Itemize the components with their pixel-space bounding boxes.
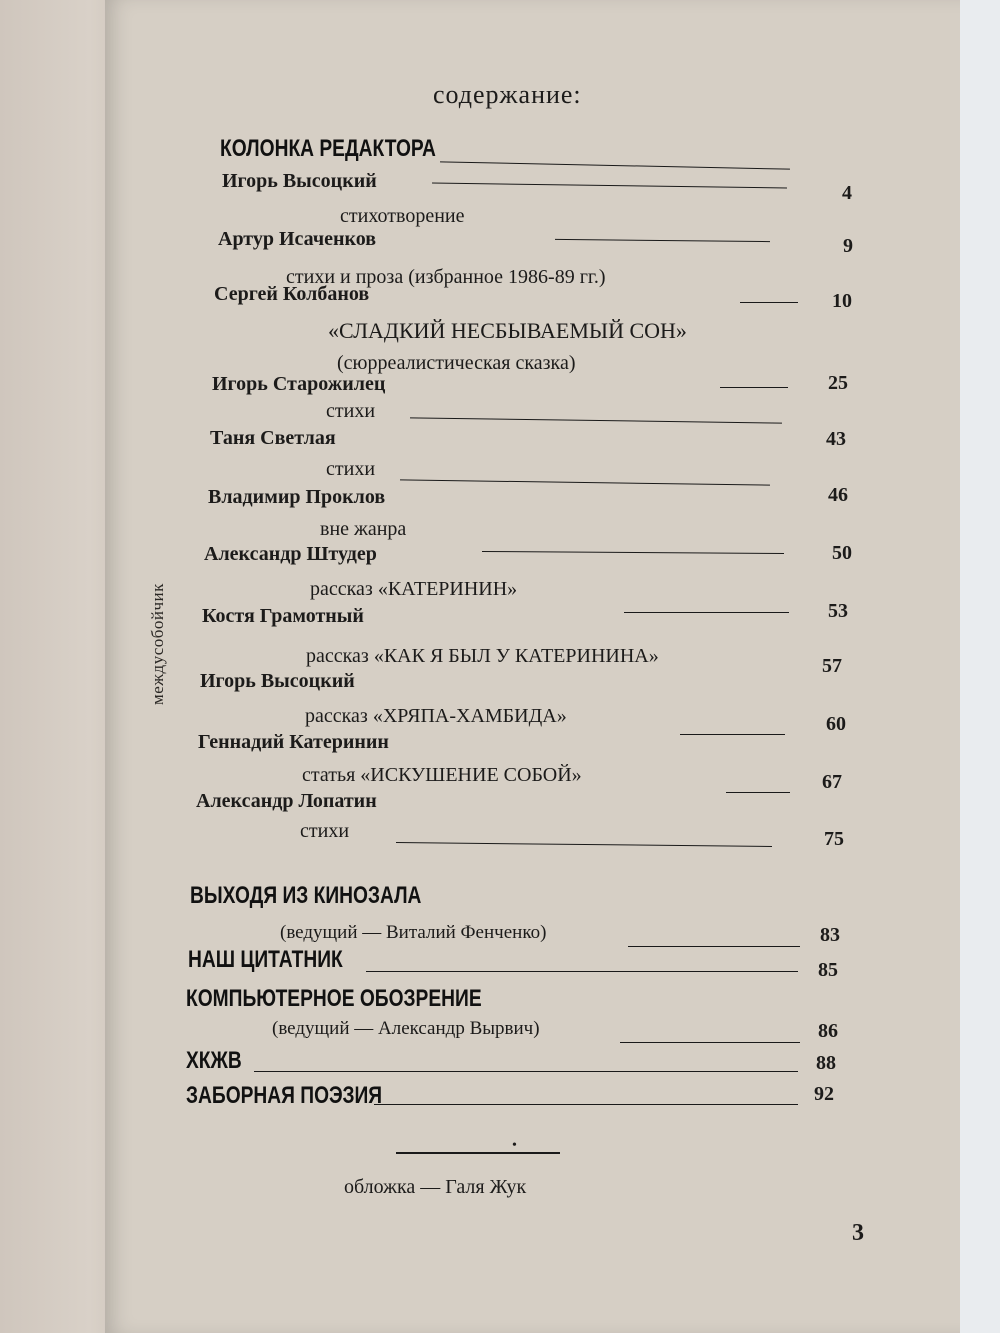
toc-page-number: 67 [822, 771, 842, 793]
toc-page-number: 83 [820, 924, 840, 946]
toc-page-number: 46 [828, 484, 848, 506]
toc-author: Игорь Высоцкий [200, 670, 355, 692]
heading-section: ХКЖВ [186, 1047, 242, 1074]
leader-line [628, 946, 800, 947]
toc-page-number: 75 [824, 828, 844, 850]
toc-page-number: 9 [843, 235, 853, 257]
leader-line [374, 1104, 798, 1105]
heading-section: ВЫХОДЯ ИЗ КИНОЗАЛА [190, 882, 422, 909]
toc-work: рассказ «КАК Я БЫЛ У КАТЕРИНИНА» [306, 645, 659, 667]
leader-line [740, 302, 798, 303]
section-note: (ведущий — Александр Вырвич) [272, 1018, 540, 1039]
toc-author: Игорь Старожилец [212, 373, 386, 395]
page-number: 3 [852, 1220, 864, 1246]
leader-line [680, 734, 785, 735]
spine-text: междусобойчик [148, 583, 167, 705]
toc-page-number: 4 [842, 182, 852, 204]
leader-line [726, 792, 790, 793]
separator-line [396, 1152, 560, 1154]
toc-work: статья «ИСКУШЕНИЕ СОБОЙ» [302, 764, 582, 786]
toc-page-number: 92 [814, 1083, 834, 1105]
toc-page-number: 10 [832, 290, 852, 312]
toc-work: рассказ «КАТЕРИНИН» [310, 578, 518, 600]
toc-page-number: 57 [822, 655, 842, 677]
leader-line [366, 971, 798, 972]
toc-work: стихи и проза (избранное 1986-89 гг.) [286, 266, 606, 288]
heading-editor-column: КОЛОНКА РЕДАКТОРА [220, 135, 436, 162]
toc-author: Артур Исаченков [218, 228, 377, 250]
toc-work: стихи [326, 458, 376, 480]
toc-work: «СЛАДКИЙ НЕСБЫВАЕМЫЙ СОН» [328, 318, 687, 343]
heading-section: ЗАБОРНАЯ ПОЭЗИЯ [186, 1082, 383, 1109]
toc-page-number: 88 [816, 1052, 836, 1074]
toc-author: Александр Лопатин [196, 790, 377, 812]
toc-page-number: 86 [818, 1020, 838, 1042]
toc-page-number: 60 [826, 713, 846, 735]
toc-work: стихотворение [340, 205, 465, 227]
leader-line [254, 1071, 798, 1072]
toc-work: стихи [300, 820, 350, 842]
toc-author: Сергей Колбанов [214, 283, 370, 305]
toc-page-number: 85 [818, 959, 838, 981]
heading-section: КОМПЬЮТЕРНОЕ ОБОЗРЕНИЕ [186, 985, 482, 1012]
toc-page-number: 43 [826, 428, 846, 450]
toc-work: вне жанра [320, 518, 407, 540]
toc-page-number: 25 [828, 372, 848, 394]
section-note: (ведущий — Виталий Фенченко) [280, 922, 547, 943]
toc-work: рассказ «ХРЯПА-ХАМБИДА» [305, 705, 567, 727]
cover-credit: обложка — Галя Жук [344, 1176, 527, 1198]
toc-author: Таня Светлая [210, 427, 336, 449]
leader-line [624, 612, 789, 613]
toc-author: Александр Штудер [204, 543, 377, 565]
leader-line [720, 387, 788, 388]
toc-author: Владимир Проклов [208, 486, 386, 508]
separator-dot: • [512, 1138, 517, 1153]
toc-author: Игорь Высоцкий [222, 170, 377, 192]
toc-author: Геннадий Катеринин [198, 731, 389, 753]
background [960, 0, 1000, 1333]
page-title: содержание: [433, 80, 582, 109]
toc-page-number: 50 [832, 542, 852, 564]
heading-section: НАШ ЦИТАТНИК [188, 946, 343, 973]
toc-page-number: 53 [828, 600, 848, 622]
toc-work: стихи [326, 400, 376, 422]
leader-line [620, 1042, 800, 1043]
toc-author: Костя Грамотный [202, 605, 364, 627]
toc-work: (сюрреалистическая сказка) [337, 352, 576, 374]
